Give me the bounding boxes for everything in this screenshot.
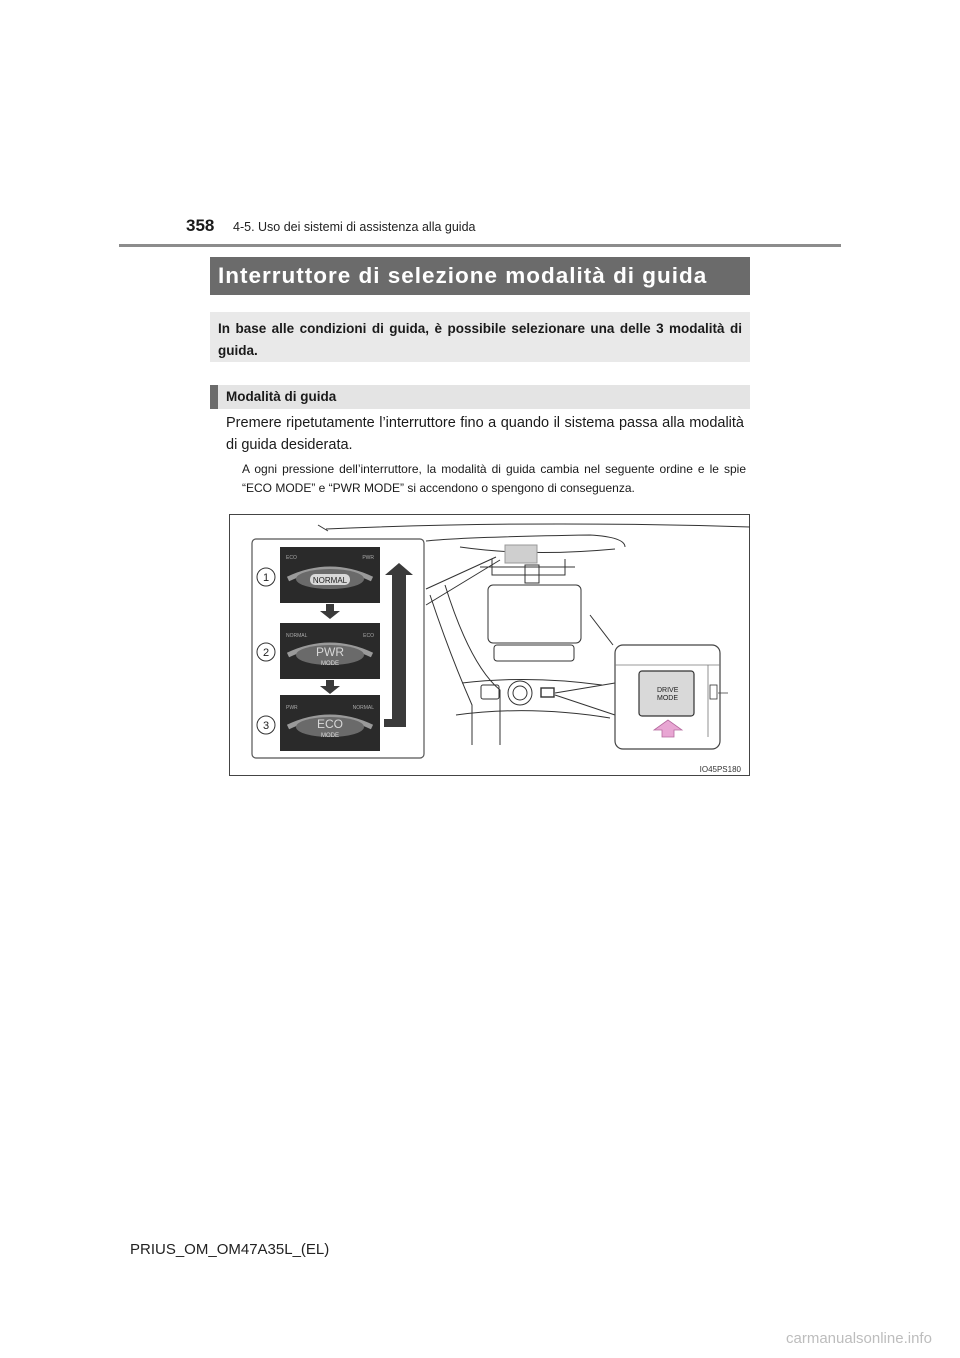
step-number-1	[257, 568, 275, 586]
section-reference: 4-5. Uso dei sistemi di assistenza alla guida	[233, 220, 476, 234]
drive-mode-button-line1: DRIVE	[657, 687, 679, 694]
subsection-heading: Modalità di guida	[210, 385, 750, 409]
panel-left-label: PWR	[286, 705, 298, 711]
panel-left-label: NORMAL	[286, 633, 308, 639]
figure-code: IO45PS180	[699, 765, 741, 774]
panel-main-sub: MODE	[321, 661, 339, 667]
panel-right-label: NORMAL	[352, 705, 374, 711]
panel-main-label: PWR	[316, 645, 344, 659]
step-number-2	[257, 643, 275, 661]
panel-main-label: NORMAL	[312, 576, 348, 585]
svg-text:2: 2	[262, 647, 270, 659]
drive-mode-switch-callout	[615, 645, 728, 749]
svg-text:1: 1	[262, 572, 270, 584]
note-paragraph: A ogni pressione dell’interruttore, la modalità di guida cambia nel seguente ordine e le spie “ECO MODE” e “PWR MODE” si accendono o spengono di conseguenza.	[242, 462, 746, 495]
mode-panel-eco	[280, 695, 380, 751]
svg-text:3: 3	[262, 720, 270, 732]
watermark: carmanualsonline.info	[786, 1330, 932, 1347]
drive-mode-illustration	[229, 514, 750, 776]
panel-main-label: ECO	[316, 717, 344, 731]
panel-right-label: PWR	[362, 555, 374, 561]
panel-right-label: ECO	[363, 633, 374, 639]
panel-main-sub: MODE	[321, 733, 339, 739]
header-rule	[119, 244, 841, 247]
drive-mode-button-line2: MODE	[657, 695, 678, 702]
document-footer: PRIUS_OM_OM47A35L_(EL)	[130, 1241, 330, 1258]
mode-panel-normal	[280, 547, 380, 603]
page-title: Interruttore di selezione modalità di guida	[210, 257, 750, 295]
step-number-3	[257, 716, 275, 734]
intro-box: In base alle condizioni di guida, è possibile selezionare una delle 3 modalità di guida.	[210, 312, 750, 362]
body-paragraph: Premere ripetutamente l’interruttore fino a quando il sistema passa alla modalità di guida desiderata.	[226, 415, 744, 453]
mode-panel-pwr	[280, 623, 380, 679]
page-number: 358	[186, 216, 215, 235]
panel-left-label: ECO	[286, 555, 297, 561]
